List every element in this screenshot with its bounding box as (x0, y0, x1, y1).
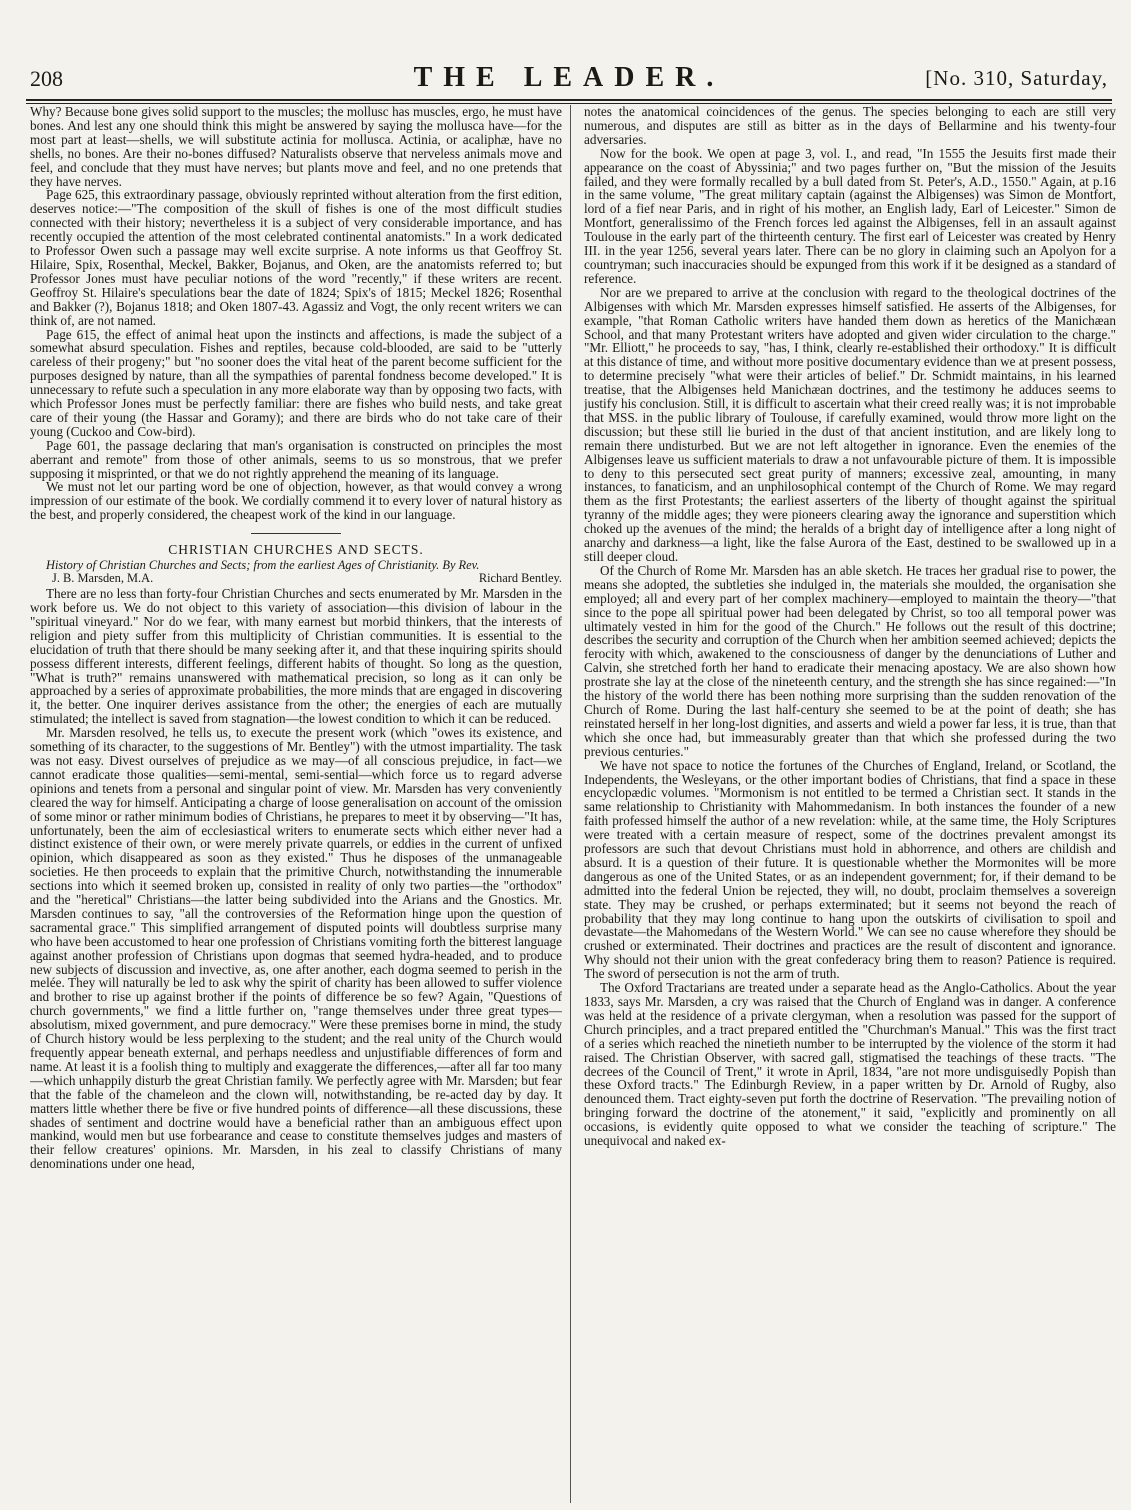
header-rule-thin (26, 103, 1112, 104)
paragraph: There are no less than forty-four Christian Churches and sects enumerated by Mr. Marsden in the work before us. We do not object to this variety of association—this division of labour in the "spiritual vineyard." Nor do we fear, with many earnest but morbid thinkers, that the interests of religion and piety suffer from this multiplicity of Christian communities. It is essential to the elucidation of truth that there should be many seeking after it, and that these inquiring spirits should possess different interests, different feelings, different habits of thought. So long as the question, "What is truth?" remains unanswered with mathematical precision, so long as it can only be approached by a series of approximate probabilities, the more minds that are engaged in discovering it, the better. One inquirer derives assistance from the other; the energies of each are mutually stimulated; the intellect is saved from stagnation—the lowest condition to which it can be reduced. (30, 586, 562, 727)
paragraph: We have not space to notice the fortunes of the Churches of England, Ireland, or Scotland, the Independents, the Wesleyans, or the other important bodies of Christians, that find a space in these encyclopædic volumes. "Mormonism is not entitled to be termed a Christian sect. It stands in the same relationship to Christianity with Mahommedanism. In both instances the founder of a new faith professed himself the author of a new revelation: while, at the same time, the Holy Scriptures were treated with a certain measure of respect, some of the doctrines prevalent amongst its professors are such that devout Christians must hold in abhorrence, and others are childish and absurd. It is a question of their future. It is questionable whether the Mormonites will be more dangerous as one of the United States, or as an independent government; for, if their demand to be admitted into the federal Union be rejected, they will, no doubt, proclaim themselves a sovereign state. They may be crushed, or perhaps exterminated; but it seems not beyond the reach of probability that they may long continue to hang upon the outskirts of civilisation to spoil and devastate—the Mahomedans of the Western World." We can see no cause wherefore they should be crushed or exterminated. Their doctrines and practices are the result of discontent and ignorance. Why should not their union with the great confederacy bring them to reason? Patience is required. The sword of persecution is not the arm of truth. (584, 757, 1116, 982)
bibliography-publisher: Richard Bentley. (478, 571, 562, 586)
paragraph: Mr. Marsden resolved, he tells us, to execute the present work (which "owes its existence, and something of its character, to the suggestions of Mr. Bentley") with the utmost impartiality. The task was not easy. Divest ourselves of prejudice as we may—of all conscious prejudice, in fact—we cannot eradicate those qualities—semi-mental, semi-sential—which force us to regard adverse opinions and tenets from a personal and singular point of view. Mr. Marsden has very conveniently cleared the way for himself. Anticipating a charge of loose generalisation on account of the omission of some minor or rather minimum bodies of Christians, he prepares to meet it by observing—"It has, unfortunately, been the aim of ecclesiastical writers to enumerate sects which either never had a distinct existence of their own, or were merely private quarrels, or eddies in the current of unfixed opinion, which disappeared as soon as they existed." Thus he disposes of the unmanageable societies. He then proceeds to explain that the primitive Church, notwithstanding the innumerable sections into which it seemed broken up, consisted in reality of only two parties—the "orthodox" and the "heretical" Christians—the latter being subdivided into the Arians and the Gnostics. Mr. Marsden continues to say, "all the controversies of the Reformation hinge upon the question of sacramental grace." This simplified arrangement of disputed points will doubtless surprise many who have been accustomed to hear one profession of Christians vomiting forth the bitterest language against another profession of Christians upon dogmas that seemed hydra-headed, and to produce new subjects of discussion and invective, as, one after another, each dogma seemed to perish in the melée. They will naturally be led to ask why the spirit of charity has been allowed to suffer violence and brother to rise up against brother if the points of difference be so few? Again, "Questions of church governments," we find a little further on, "range themselves under three great types—absolutism, mixed government, and pure democracy." Were these premises borne in mind, the study of Church history would be less perplexing to the student; and the real unity of the Church would frequently appear beneath external, and perhaps needless and unjustifiable differences of form and name. At least it is a foolish thing to multiply and exaggerate the differences,—after all far too many—which unhappily disturb the great Christian family. We perfectly agree with Mr. Marsden; but fear that the fable of the chameleon and the clown will, notwithstanding, be re-acted day by day. It matters little whether there be five or five hundred points of difference—all these discussions, these shades of sentiment and doctrine would have a beneficial rather than an ambiguous effect upon mankind, would men but use forbearance and cease to constitute themselves judges and masters of their fellow creatures' opinions. Mr. Marsden, in his zeal to classify Christians of many denominations under one head, (30, 725, 562, 1172)
issue-info: [No. 310, Saturday, (925, 66, 1108, 90)
paragraph: We must not let our parting word be one of objection, however, as that would convey a wrong impression of our estimate of the book. We cordially commend it to every lover of natural history as the best, and properly considered, the cheapest work of the kind in our language. (30, 479, 562, 523)
paragraph: The Oxford Tractarians are treated under a separate head as the Anglo-Catholics. About the year 1833, says Mr. Marsden, a cry was raised that the Church of England was in danger. A conference was held at the residence of a private clergyman, when a resolution was passed for the support of Church principles, and a tract prepared entitled the "Churchman's Manual." This was the first tract of a series which reached the ninetieth number to be interrupted by the violence of the storm it had raised. The Christian Observer, with sacred gall, stigmatised the teachings of these tracts. "The decrees of the Council of Trent," it wrote in April, 1834, "are not more undisguisedly Popish than these Oxford tracts." The Edinburgh Review, in a paper written by Dr. Arnold of Rugby, also denounced them. Tract eighty-seven put forth the doctrine of Reservation. "The prevailing notion of bringing forward the doctrine of the atonement," it said, "explicitly and prominently on all occasions, is evidently quite opposed to what we consider the teaching of scripture." The unequivocal and naked ex- (584, 980, 1116, 1149)
paragraph: Now for the book. We open at page 3, vol. I., and read, "In 1555 the Jesuits first made their appearance on the coast of Abyssinia;" and two pages further on, "But the mission of the Jesuits failed, and they were formally recalled by a bull dated from St. Peter's, A.D., 1550." Again, at p.16 in the same volume, "The great military captain (against the Albigenses) was Simon de Montfort, lord of a fief near Paris, and in right of his mother, an English lady, Earl of Leicester." Simon de Montfort, generalissimo of the French forces led against the Albigenses, fell in an assault against Toulouse in the early part of the thirteenth century. The first earl of Leicester was created by Henry III. in the year 1256, several years later. There can be no glory in claiming such an Apolyon for a countryman; such inaccuracies should be expunged from this work if it be designed as a standard of reference. (584, 145, 1116, 286)
column-divider (570, 105, 571, 1503)
newspaper-title: THE LEADER. (413, 62, 725, 93)
left-column (30, 105, 562, 1503)
section-heading: CHRISTIAN CHURCHES AND SECTS. (30, 533, 562, 557)
paragraph: Why? Because bone gives solid support to the muscles; the mollusc has muscles, ergo, he must have bones. And lest any one should think this might be answered by saying the mollusca have—for the most part at least—shells, we will substitute actinia for mollusca. Actinia, or acaliphæ, have no shells, no bones. Are their no-bones diffused? Naturalists observe that nerveless animals move and feel, and conclude that they must have nerves; but plants move and feel, and no one pretends that they have nerves. (30, 105, 562, 189)
masthead (26, 60, 1112, 100)
paragraph: Page 601, the passage declaring that man's organisation is constructed on principles the most aberrant and remote" from those of other animals, seems to us so monstrous, that we prefer supposing it misprinted, or that we do not rightly apprehend the meaning of its language. (30, 437, 562, 481)
right-column (584, 105, 1116, 1503)
paragraph: Page 615, the effect of animal heat upon the instincts and affections, is made the subject of a somewhat absurd speculation. Fishes and reptiles, because cold-blooded, are said to be "utterly careless of their progeny;" but "no sooner does the vital heat of the parent become sufficient for the purposes designed by nature, than all the sympathies of parental fondness become developed." It is unnecessary to refute such a speculation in any more elaborate way than by opposing two facts, with which Professor Jones must be perfectly familiar: there are fishes who build nests, and take great care of their young (the Hassar and Goramy); and there are birds who do not take care of their young (Cuckoo and Cow-bird). (30, 326, 562, 439)
page-number: 208 (30, 66, 63, 91)
bibliography-author: J. B. Marsden, M.A. (52, 571, 154, 586)
header-rule (26, 99, 1112, 101)
paragraph: Of the Church of Rome Mr. Marsden has an able sketch. He traces her gradual rise to power, the means she adopted, the subtleties she indulged in, the materials she moulded, the organisation she employed; all and every part of her complex machinery—employed to maintain the theory—"that since to the pope all spiritual power had been delegated by Christ, so too all temporal power was ultimately vested in him for the good of the Church." He follows out the result of this doctrine; describes the security and corruption of the Church when her ambition seemed achieved; depicts the ferocity with which, awakened to the consciousness of danger by the denunciations of Luther and Calvin, she stretched forth her hand to eradicate their menacing apostacy. We are also shown how prostrate she lay at the close of the nineteenth century, and the strength she has since regained:—"In the history of the world there has been nothing more surprising than the sudden renovation of the Church of Rome. During the last half-century she seemed to be at the point of death; she has reinstated herself in her long-lost dignities, and asserts and wield a power far less, it is true, than that which she once had, but immeasurably greater than that which she professed during the two previous centuries." (584, 562, 1116, 759)
paragraph: notes the anatomical coincidences of the genus. The species belonging to each are still very numerous, and disputes are still as bitter as in the days of Bellarmine and his twenty-four adversaries. (584, 105, 1116, 147)
paragraph: Nor are we prepared to arrive at the conclusion with regard to the theological doctrines of the Albigenses with which Mr. Marsden expresses himself satisfied. He asserts of the Albigenses, for example, "that Roman Catholic writers have handed them down as heretics of the Manichæan School, and that many Protestant writers have adopted and given wider circulation to the charge." "Mr. Elliott," he proceeds to say, "has, I think, clearly re-established their orthodoxy." It is difficult at this distance of time, and without more positive documentary evidence than we at present possess, to determine precisely "what were their articles of belief." Dr. Schmidt maintains, in his learned treatise, that the Albigenses held Manichæan doctrines, and the testimony he adduces seems to justify his conclusion. Still, it is difficult to ascertain what their creed really was; it is not improbable that MSS. in the public library of Toulouse, if carefully examined, would throw more light on the discussion; but these still lie buried in the dust of that ancient institution, and are likely long to remain there undisturbed. But we are not left altogether in ignorance. Even the enemies of the Albigenses leave us sufficient materials to draw a not unfavourable picture of them. It is impossible to deny to this persecuted sect great purity of manners; excessive zeal, amounting, in many instances, to fanaticism, and an unphilosophical contempt of the Church of Rome. We may regard them as the first Protestants; the earliest asserters of the liberty of thought against the spiritual tyranny of the middle ages; they were pioneers clearing away the ignorance and superstition which choked up the avenues of the mind; the heralds of a bright day of intelligence after a long night of anarchy and darkness—a light, like the false Aurora of the East, destined to be swallowed up in a still deeper cloud. (584, 284, 1116, 564)
paragraph: Page 625, this extraordinary passage, obviously reprinted without alteration from the first edition, deserves notice:—"The composition of the skull of fishes is one of the most difficult studies connected with their history; nevertheless it is a subject of very considerable importance, and has recently occupied the attention of the most celebrated continental anatomists." In a work dedicated to Professor Owen such a passage may well excite surprise. A note informs us that Geoffroy St. Hilaire, Spix, Rosenthal, Meckel, Bakker, Bojanus, and Oken, are the anatomists referred to; but Professor Jones must have peculiar notions of the word "recently," if these writers are recent. Geoffroy St. Hilaire's speculations bear the date of 1824; Spix's of 1815; Meckel 1826; Rosenthal and Bakker (?), Bojanus 1818; and Oken 1807-43. Agassiz and Vogt, the only recent writers we can think of, are not named. (30, 187, 562, 328)
bibliography-line (30, 572, 562, 585)
bibliography-title-text: History of Christian Churches and Sects; from the earliest Ages of Christianity. By Rev. (46, 558, 480, 573)
